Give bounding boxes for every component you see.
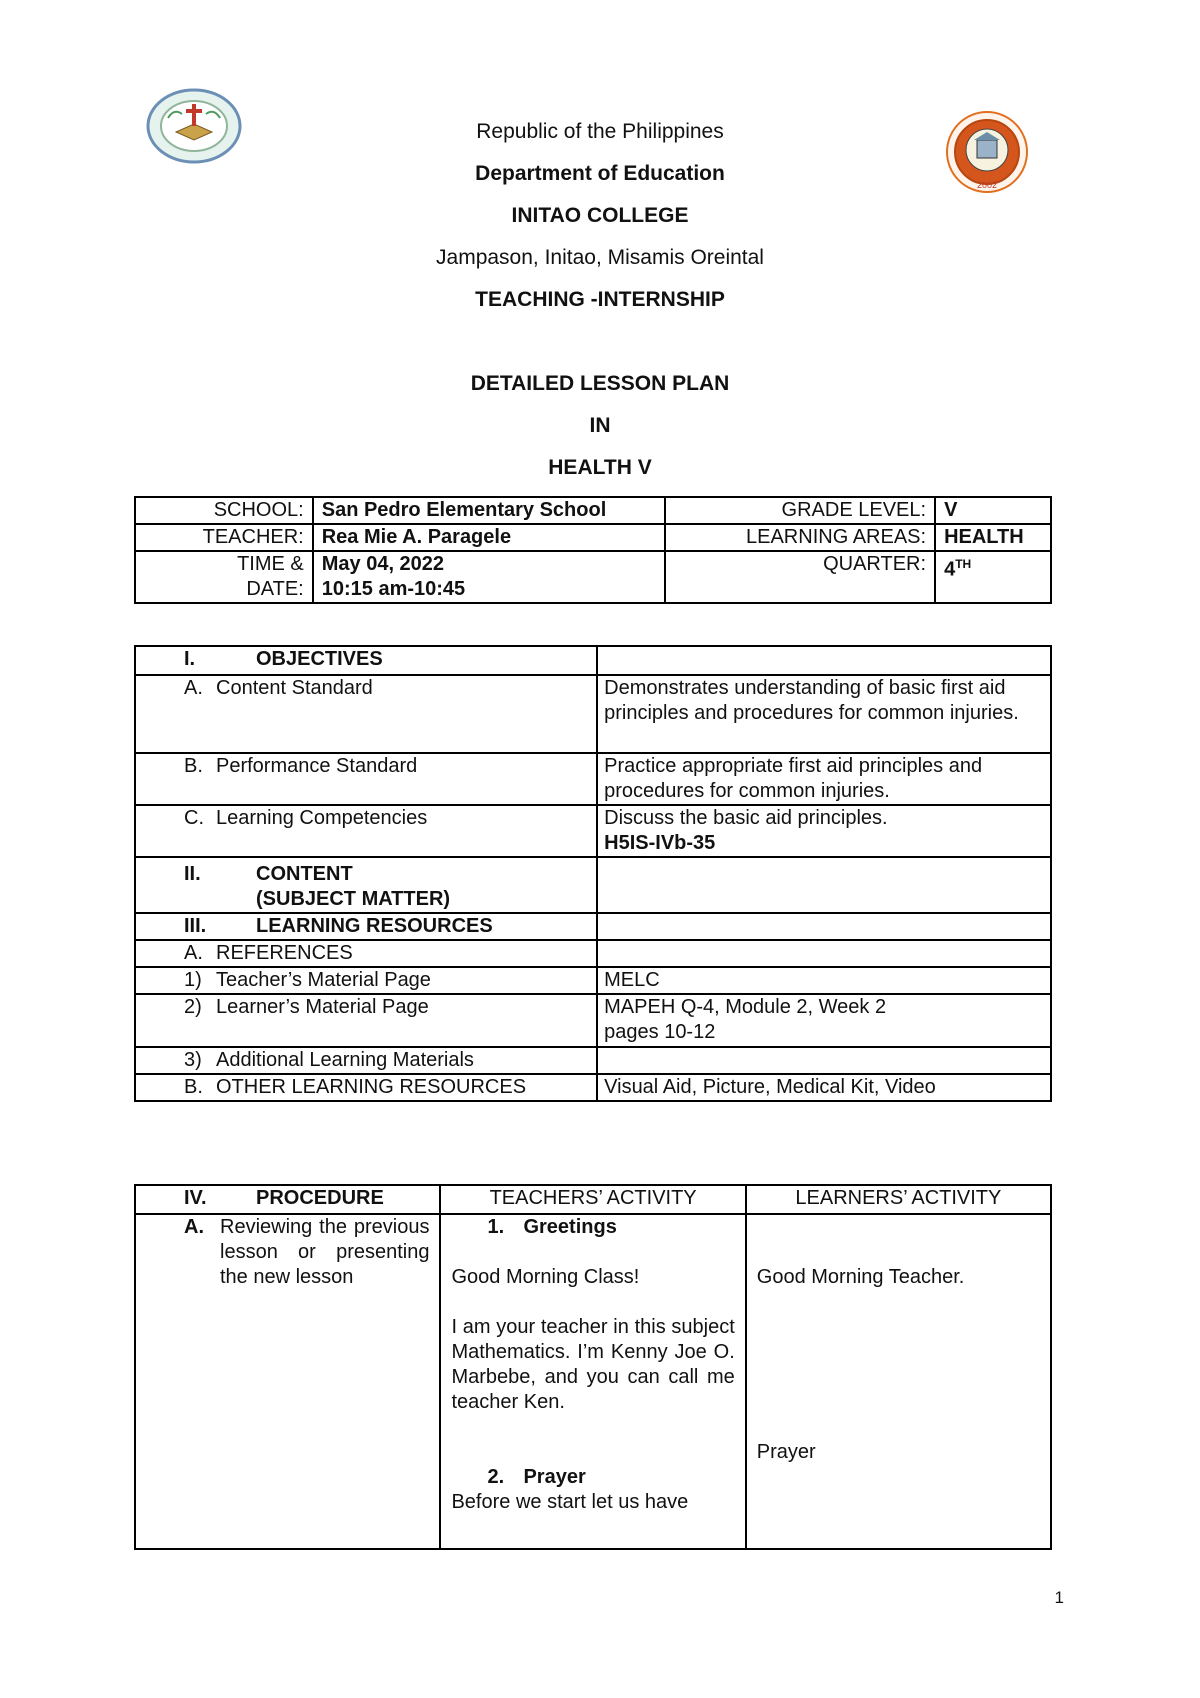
- r3-number: 3): [184, 1049, 202, 1071]
- section-1-title: OBJECTIVES: [256, 648, 383, 670]
- references-label: [135, 940, 597, 967]
- info-table: [134, 496, 1052, 604]
- grade-label: GRADE LEVEL:: [665, 497, 935, 524]
- prayer-text: Before we start let us have: [451, 1491, 689, 1513]
- header-republic: Republic of the Philippines: [476, 120, 724, 143]
- learners-material-value: [597, 994, 1051, 1047]
- prayer-number: 2.: [487, 1466, 505, 1488]
- other-resources-label: [135, 1074, 597, 1101]
- r2-number: 2): [184, 996, 202, 1018]
- areas-label: LEARNING AREAS:: [665, 524, 935, 551]
- item-b-label: Performance Standard: [216, 755, 418, 777]
- section-2-subtitle: (SUBJECT MATTER): [256, 888, 451, 910]
- title-subject: HEALTH V: [548, 456, 652, 479]
- r1-label: Teacher’s Material Page: [216, 969, 431, 991]
- greeting-text: Good Morning Class!: [451, 1266, 640, 1288]
- header-college: INITAO COLLEGE: [511, 204, 689, 227]
- section-3-title: LEARNING RESOURCES: [256, 915, 493, 937]
- title-in: IN: [589, 414, 611, 437]
- section-objectives: [135, 646, 597, 675]
- teachers-activity-header: TEACHERS’ ACTIVITY: [440, 1185, 745, 1214]
- learners-activity-cell: [746, 1214, 1051, 1549]
- step-a-cell: [135, 1214, 440, 1549]
- section-4-number: IV.: [184, 1187, 207, 1209]
- prayer-heading: [451, 1465, 734, 1490]
- teacher-value: Rea Mie A. Paragele: [313, 524, 665, 551]
- prayer-title: Prayer: [523, 1466, 586, 1488]
- quarter-suffix: TH: [955, 557, 972, 571]
- school-value: San Pedro Elementary School: [313, 497, 665, 524]
- section-2-number: II.: [184, 863, 201, 885]
- learners-activity-header: LEARNERS’ ACTIVITY: [746, 1185, 1051, 1214]
- time-date-label: [135, 551, 313, 603]
- r3-label: Additional Learning Materials: [216, 1049, 474, 1071]
- header-internship: TEACHING -INTERNSHIP: [475, 288, 725, 311]
- date-label: DATE:: [246, 578, 304, 600]
- learners-material-label: [135, 994, 597, 1047]
- step-a-label: Reviewing the previous lesson or presenting the new lesson: [220, 1216, 430, 1288]
- other-label: OTHER LEARNING RESOURCES: [216, 1076, 527, 1098]
- item-a-label: Content Standard: [216, 677, 373, 699]
- seal-year: 2002: [976, 180, 998, 190]
- ref-label: REFERENCES: [216, 942, 353, 964]
- areas-value: HEALTH: [935, 524, 1051, 551]
- content-standard-label: [135, 675, 597, 753]
- header-address: Jampason, Initao, Misamis Oreintal: [436, 246, 764, 269]
- performance-standard-label: [135, 753, 597, 805]
- learner-prayer: Prayer: [756, 1441, 816, 1463]
- quarter-value: [935, 551, 1051, 603]
- empty-cell: [597, 1047, 1051, 1074]
- section-learning-resources: [135, 913, 597, 940]
- greetings-number: 1.: [487, 1216, 505, 1238]
- empty-cell: [597, 913, 1051, 940]
- quarter-number: 4: [944, 558, 956, 581]
- empty-cell: [597, 940, 1051, 967]
- objectives-table: [134, 645, 1052, 1102]
- greetings-heading: [451, 1215, 734, 1240]
- date-value: May 04, 2022: [321, 553, 445, 575]
- quarter-label: QUARTER:: [665, 551, 935, 603]
- content-standard-value: Demonstrates understanding of basic first aid principles and procedures for common injuries.: [597, 675, 1051, 753]
- greetings-title: Greetings: [523, 1216, 617, 1238]
- item-a-number: A.: [184, 677, 203, 699]
- procedure-header: [135, 1185, 440, 1214]
- step-a-number: A.: [184, 1216, 204, 1238]
- learning-competencies-value: [597, 805, 1051, 857]
- time-label: TIME &: [237, 553, 304, 575]
- title-lesson-plan: DETAILED LESSON PLAN: [470, 372, 730, 395]
- r2-value-line-1: MAPEH Q-4, Module 2, Week 2: [604, 996, 887, 1018]
- ref-number: A.: [184, 942, 203, 964]
- section-content: [135, 857, 597, 913]
- header-department: Department of Education: [475, 162, 725, 185]
- empty-cell: [597, 857, 1051, 913]
- item-b-number: B.: [184, 755, 203, 777]
- time-value: 10:15 am-10:45: [321, 578, 466, 600]
- r1-number: 1): [184, 969, 202, 991]
- teachers-activity-cell: [440, 1214, 745, 1549]
- additional-materials-label: [135, 1047, 597, 1074]
- performance-standard-value: Practice appropriate first aid principles and procedures for common injuries.: [597, 753, 1051, 805]
- school-label: SCHOOL:: [135, 497, 313, 524]
- teachers-material-label: [135, 967, 597, 994]
- r2-label: Learner’s Material Page: [216, 996, 429, 1018]
- procedure-table: [134, 1184, 1052, 1550]
- section-1-number: I.: [184, 648, 196, 670]
- empty-cell: [597, 646, 1051, 675]
- section-3-number: III.: [184, 915, 207, 937]
- r2-value-line-2: pages 10-12: [604, 1021, 716, 1043]
- item-c-number: C.: [184, 807, 204, 829]
- other-resources-value: Visual Aid, Picture, Medical Kit, Video: [597, 1074, 1051, 1101]
- competency-code: H5IS-IVb-35: [604, 832, 716, 854]
- learning-competencies-label: [135, 805, 597, 857]
- competency-text: Discuss the basic aid principles.: [604, 807, 888, 829]
- teacher-intro-text: I am your teacher in this subject Mathematics. I’m Kenny Joe O. Marbebe, and you can call me teacher Ken.: [451, 1316, 735, 1413]
- teachers-material-value: MELC: [597, 967, 1051, 994]
- learner-greeting: Good Morning Teacher.: [756, 1266, 965, 1288]
- item-c-label: Learning Competencies: [216, 807, 428, 829]
- teacher-label: TEACHER:: [135, 524, 313, 551]
- section-4-title: PROCEDURE: [256, 1187, 384, 1209]
- section-2-title: CONTENT: [256, 863, 353, 885]
- time-date-value: [313, 551, 665, 603]
- page-number: 1: [1054, 1588, 1064, 1607]
- grade-value: V: [935, 497, 1051, 524]
- other-number: B.: [184, 1076, 203, 1098]
